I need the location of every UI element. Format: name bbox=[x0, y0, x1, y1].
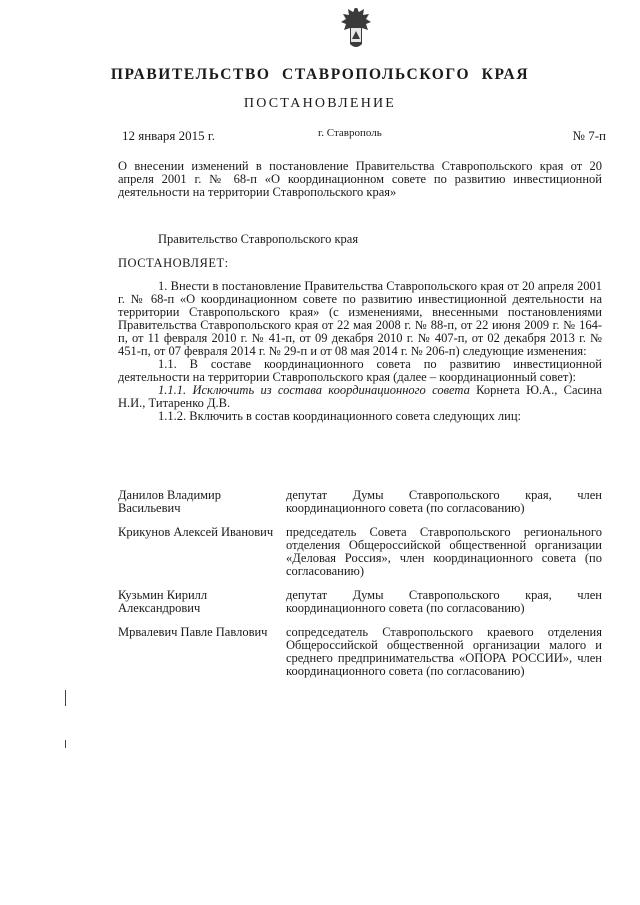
member-row bbox=[118, 589, 602, 615]
paragraph-1-1-1-lead: 1.1.1. Исключить из состава координационного совета bbox=[158, 383, 470, 397]
resolves-heading: ПОСТАНОВЛЯЕТ: bbox=[118, 256, 229, 270]
coat-of-arms-emblem bbox=[338, 6, 374, 52]
document-type: ПОСТАНОВЛЕНИЕ bbox=[243, 96, 397, 111]
scan-mark bbox=[65, 740, 66, 748]
members-list bbox=[118, 489, 602, 689]
paragraph-1-1-1 bbox=[118, 384, 602, 410]
member-name: Мрвалевич Павле Павлович bbox=[118, 625, 268, 639]
member-name: Крикунов Алексей Иванович bbox=[118, 525, 274, 539]
document-body bbox=[118, 280, 602, 423]
document-date: 12 января 2015 г. bbox=[122, 128, 216, 143]
member-row bbox=[118, 526, 602, 578]
member-name: Кузьмин Кирилл Александрович bbox=[118, 588, 208, 615]
member-description: сопредседатель Ставропольского краевого отделения Общероссийской общественной организации малого и среднего предпринимательства «ОПОРА РОССИИ», член координационного совета (по согласованию) bbox=[286, 625, 602, 678]
document-subject: О внесении изменений в постановление Правительства Ставропольского края от 20 апреля 2001 г. № 68-п «О координационном совете по развитию инвестиционной деятельности на территории Ставропольского края» bbox=[118, 159, 602, 199]
paragraph-1-1: 1.1. В составе координационного совета по развитию инвестиционной деятельности на территории Ставропольского края (далее – координационный совет): bbox=[118, 357, 602, 384]
member-name: Данилов Владимир Васильевич bbox=[118, 488, 221, 515]
member-description: депутат Думы Ставропольского края, член координационного совета (по согласованию) bbox=[286, 488, 602, 515]
member-description: депутат Думы Ставропольского края, член координационного совета (по согласованию) bbox=[286, 588, 602, 615]
paragraph-1-1-1-names: Корнета Ю.А., Сасина Н.И., Титаренко Д.В. bbox=[118, 383, 603, 410]
organization-title: ПРАВИТЕЛЬСТВО СТАВРОПОЛЬСКОГО КРАЯ bbox=[110, 66, 530, 83]
scan-mark bbox=[65, 690, 66, 706]
issuer-line: Правительство Ставропольского края bbox=[158, 232, 359, 246]
member-description: председатель Совета Ставропольского регионального отделения Общероссийской общественной организации «Деловая Россия», член координационного совета (по согласованию) bbox=[286, 525, 602, 578]
document-city: г. Ставрополь bbox=[318, 127, 382, 139]
paragraph-1-1-2: 1.1.2. Включить в состав координационного совета следующих лиц: bbox=[158, 409, 522, 423]
member-row bbox=[118, 489, 602, 515]
document-number: № 7-п bbox=[572, 128, 606, 143]
member-row bbox=[118, 626, 602, 678]
paragraph-1: 1. Внести в постановление Правительства Ставропольского края от 20 апреля 2001 г. № 68-п «О координационном совете по развитию инвестиционной деятельности на территории Ставропольского края» (с изменениями, внесенными постановлениями Правительства Ставропольского края от 22 мая 2008 г. № 88-п, от 22 июня 2009 г. № 164-п, от 11 февраля 2010 г. № 41-п, от 09 декабря 2010 г. № 407-п, от 02 декабря 2013 г. № 451-п, от 07 февраля 2014 г. № 29-п и от 08 мая 2014 г. № 206-п) следующие изменения: bbox=[118, 279, 602, 358]
